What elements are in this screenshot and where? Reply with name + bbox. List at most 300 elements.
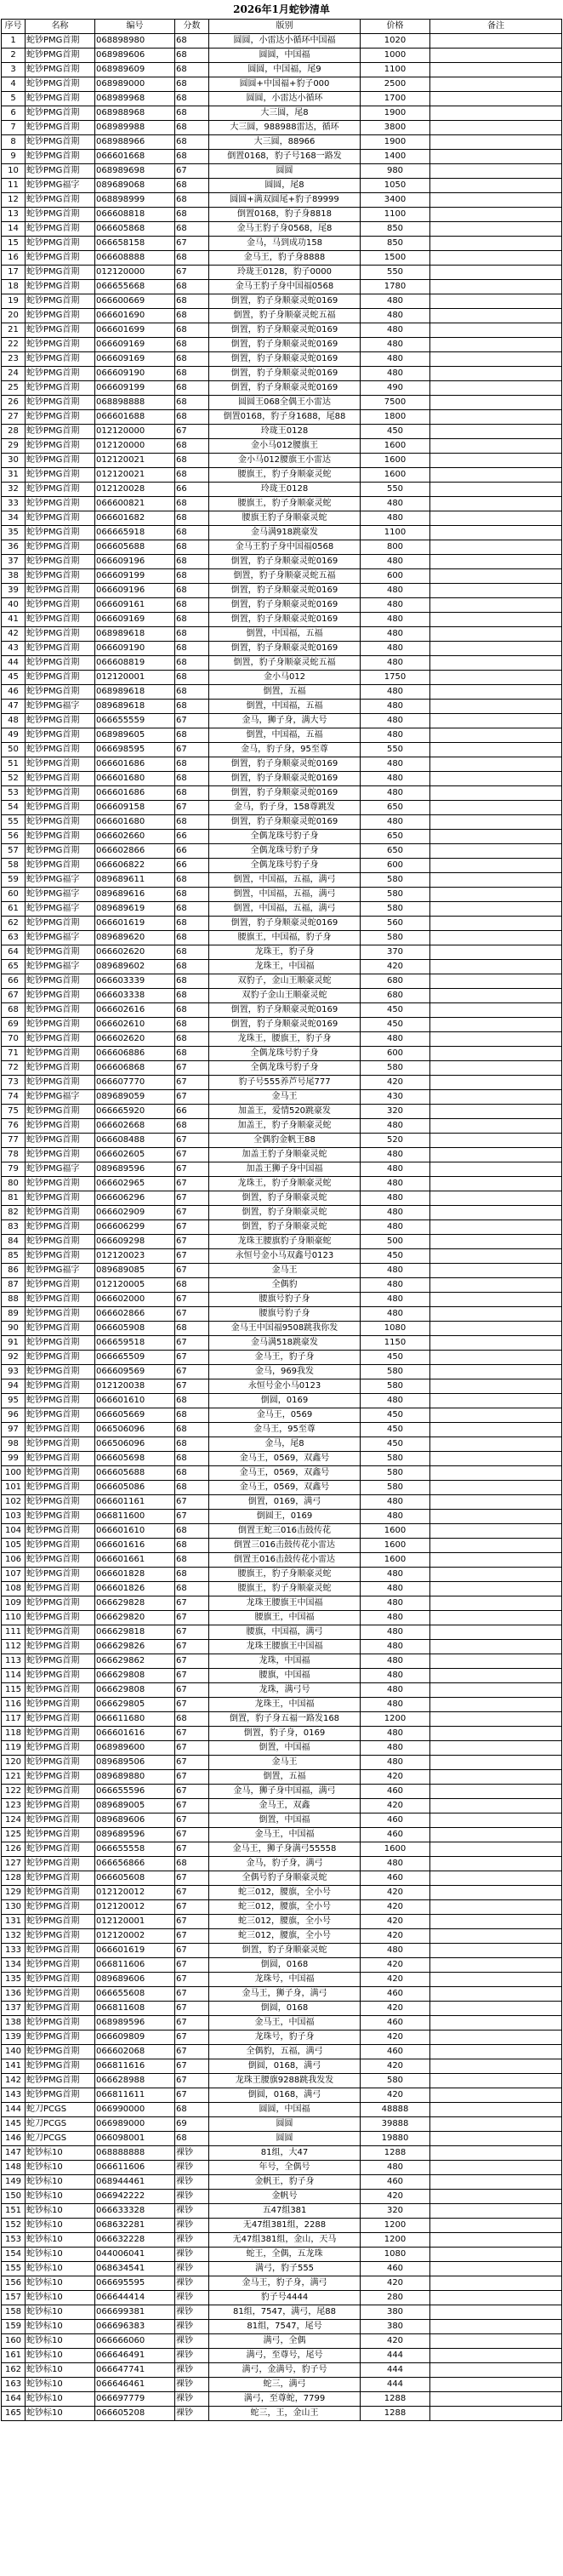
cell-price: 1780 xyxy=(361,280,430,294)
table-row xyxy=(2,1857,562,1871)
cell-price: 480 xyxy=(361,1293,430,1307)
table-row xyxy=(2,1481,562,1495)
cell-no: 77 xyxy=(2,1134,26,1148)
cell-code: 066695595 xyxy=(95,2276,175,2291)
cell-code: 066698595 xyxy=(95,743,175,757)
cell-score: 68 xyxy=(175,772,209,786)
cell-code: 066602909 xyxy=(95,1206,175,1220)
cell-no: 83 xyxy=(2,1220,26,1235)
cell-score: 裸钞 xyxy=(175,2233,209,2248)
cell-label: 金帆王，豹子身 xyxy=(209,2175,361,2190)
cell-name: 蛇钞PMG首期 xyxy=(26,642,95,656)
table-row xyxy=(2,2233,562,2248)
cell-name: 蛇钞PMG首期 xyxy=(26,613,95,627)
cell-name: 蛇钞PMG首期 xyxy=(26,1524,95,1539)
cell-label: 金马王，0569，双鑫号 xyxy=(209,1466,361,1481)
cell-name: 蛇钞PMG首期 xyxy=(26,483,95,497)
table-row xyxy=(2,1076,562,1090)
cell-price: 580 xyxy=(361,873,430,888)
table-row xyxy=(2,1524,562,1539)
table-row xyxy=(2,786,562,801)
cell-no: 11 xyxy=(2,179,26,193)
cell-price: 420 xyxy=(361,1958,430,1973)
cell-price: 480 xyxy=(361,555,430,569)
cell-no: 27 xyxy=(2,410,26,425)
cell-note xyxy=(430,2088,562,2103)
cell-no: 153 xyxy=(2,2233,26,2248)
cell-score: 68 xyxy=(175,700,209,714)
cell-name: 蛇钞PMG首期 xyxy=(26,222,95,237)
cell-label: 蛇三012，腰旗，全小号 xyxy=(209,1886,361,1900)
cell-score: 68 xyxy=(175,989,209,1003)
cell-code: 066601668 xyxy=(95,150,175,164)
cell-note xyxy=(430,830,562,844)
cell-label: 满弓，至尊号，尾号 xyxy=(209,2349,361,2363)
cell-name: 蛇钞PMG首期 xyxy=(26,974,95,989)
table-row xyxy=(2,1336,562,1351)
cell-note xyxy=(430,1944,562,1958)
cell-note xyxy=(430,642,562,656)
table-row xyxy=(2,772,562,786)
cell-code: 066601682 xyxy=(95,511,175,526)
cell-price: 450 xyxy=(361,1351,430,1365)
cell-label: 龙珠王腰旗豹子身顺豪蛇 xyxy=(209,1235,361,1249)
cell-price: 1600 xyxy=(361,454,430,468)
cell-no: 109 xyxy=(2,1596,26,1611)
cell-label: 倒置0168，豹子号168一路发 xyxy=(209,150,361,164)
cell-note xyxy=(430,700,562,714)
cell-label: 腰旗王，中国福，豹子身 xyxy=(209,931,361,945)
cell-note xyxy=(430,193,562,208)
cell-price: 560 xyxy=(361,917,430,931)
cell-name: 蛇钞PMG首期 xyxy=(26,1929,95,1944)
cell-code: 012120000 xyxy=(95,425,175,439)
cell-code: 066602866 xyxy=(95,844,175,859)
cell-score: 裸钞 xyxy=(175,2276,209,2291)
cell-no: 154 xyxy=(2,2248,26,2262)
cell-no: 121 xyxy=(2,1770,26,1785)
cell-score: 裸钞 xyxy=(175,2262,209,2276)
table-row xyxy=(2,2074,562,2088)
cell-name: 蛇钞PMG首期 xyxy=(26,1047,95,1061)
cell-note xyxy=(430,2002,562,2016)
cell-name: 蛇钞PMG首期 xyxy=(26,1625,95,1640)
table-row xyxy=(2,1654,562,1669)
table-row xyxy=(2,1206,562,1220)
cell-name: 蛇钞PMG首期 xyxy=(26,1119,95,1134)
cell-no: 65 xyxy=(2,960,26,974)
cell-price: 480 xyxy=(361,656,430,671)
cell-code: 066629862 xyxy=(95,1654,175,1669)
cell-note xyxy=(430,497,562,511)
cell-label: 大三圆，88966 xyxy=(209,135,361,150)
cell-price: 460 xyxy=(361,1987,430,2002)
cell-name: 蛇钞标10 xyxy=(26,2320,95,2334)
cell-note xyxy=(430,309,562,323)
cell-score: 68 xyxy=(175,786,209,801)
cell-no: 124 xyxy=(2,1813,26,1828)
cell-name: 蛇钞PMG首期 xyxy=(26,208,95,222)
cell-label: 腰旗号豹子身 xyxy=(209,1307,361,1322)
cell-price: 420 xyxy=(361,2276,430,2291)
cell-price: 480 xyxy=(361,1596,430,1611)
cell-price: 580 xyxy=(361,931,430,945)
cell-name: 蛇钞PMG首期 xyxy=(26,1756,95,1770)
cell-code: 066628988 xyxy=(95,2074,175,2088)
col-header-score: 分数 xyxy=(175,20,209,34)
cell-name: 蛇钞PMG首期 xyxy=(26,584,95,598)
cell-no: 4 xyxy=(2,77,26,92)
cell-label: 五47组381 xyxy=(209,2204,361,2219)
cell-no: 103 xyxy=(2,1510,26,1524)
cell-code: 089689606 xyxy=(95,1973,175,1987)
cell-code: 066609809 xyxy=(95,2031,175,2045)
cell-price: 1100 xyxy=(361,63,430,77)
cell-name: 蛇刀PCGS xyxy=(26,2117,95,2132)
cell-no: 62 xyxy=(2,917,26,931)
table-row xyxy=(2,1886,562,1900)
cell-note xyxy=(430,844,562,859)
cell-score: 裸钞 xyxy=(175,2146,209,2161)
cell-no: 52 xyxy=(2,772,26,786)
cell-score: 裸钞 xyxy=(175,2363,209,2378)
cell-no: 108 xyxy=(2,1582,26,1596)
cell-label: 腰旗王，豹子身顺豪灵蛇 xyxy=(209,468,361,483)
cell-code: 066605608 xyxy=(95,1871,175,1886)
cell-price: 480 xyxy=(361,728,430,743)
cell-note xyxy=(430,92,562,106)
cell-name: 蛇钞PMG首期 xyxy=(26,772,95,786)
cell-note xyxy=(430,671,562,685)
cell-note xyxy=(430,266,562,280)
cell-name: 蛇钞PMG首期 xyxy=(26,1828,95,1842)
cell-note xyxy=(430,2378,562,2392)
cell-label: 金马王，狮子身满弓55558 xyxy=(209,1842,361,1857)
cell-label: 倒置，豹子身顺豪灵蛇0169 xyxy=(209,598,361,613)
cell-code: 066611680 xyxy=(95,1712,175,1727)
cell-note xyxy=(430,685,562,700)
cell-score: 67 xyxy=(175,714,209,728)
cell-name: 蛇钞PMG首期 xyxy=(26,1220,95,1235)
table-row xyxy=(2,931,562,945)
cell-no: 47 xyxy=(2,700,26,714)
cell-note xyxy=(430,2233,562,2248)
cell-label: 圆圆，中国福 xyxy=(209,49,361,63)
cell-score: 68 xyxy=(175,671,209,685)
cell-no: 67 xyxy=(2,989,26,1003)
cell-label: 满弓，金满号，豹子号 xyxy=(209,2363,361,2378)
cell-score: 68 xyxy=(175,63,209,77)
cell-code: 066603338 xyxy=(95,989,175,1003)
cell-note xyxy=(430,1973,562,1987)
cell-note xyxy=(430,1799,562,1813)
cell-code: 066629828 xyxy=(95,1596,175,1611)
cell-name: 蛇钞PMG首期 xyxy=(26,1394,95,1408)
cell-note xyxy=(430,1278,562,1293)
cell-label: 倒置，中国福 xyxy=(209,1741,361,1756)
cell-price: 450 xyxy=(361,425,430,439)
cell-no: 94 xyxy=(2,1379,26,1394)
cell-name: 蛇钞PMG首期 xyxy=(26,1061,95,1076)
cell-name: 蛇钞PMG首期 xyxy=(26,2074,95,2088)
cell-score: 68 xyxy=(175,526,209,540)
cell-note xyxy=(430,2146,562,2161)
cell-score: 裸钞 xyxy=(175,2291,209,2305)
cell-price: 850 xyxy=(361,237,430,251)
cell-code: 066605698 xyxy=(95,1452,175,1466)
cell-code: 066655559 xyxy=(95,714,175,728)
cell-note xyxy=(430,237,562,251)
cell-label: 倒置，豹子身顺豪灵蛇0169 xyxy=(209,338,361,352)
cell-score: 68 xyxy=(175,540,209,555)
cell-no: 49 xyxy=(2,728,26,743)
cell-no: 54 xyxy=(2,801,26,815)
cell-name: 蛇钞标10 xyxy=(26,2161,95,2175)
cell-no: 74 xyxy=(2,1090,26,1105)
cell-no: 158 xyxy=(2,2305,26,2320)
cell-no: 143 xyxy=(2,2088,26,2103)
cell-label: 蛇三012，腰旗，全小号 xyxy=(209,1915,361,1929)
cell-no: 142 xyxy=(2,2074,26,2088)
cell-price: 1600 xyxy=(361,439,430,454)
cell-name: 蛇钞PMG首期 xyxy=(26,1206,95,1220)
cell-score: 67 xyxy=(175,1495,209,1510)
cell-price: 1900 xyxy=(361,106,430,121)
cell-price: 480 xyxy=(361,1495,430,1510)
cell-label: 倒圆，0169 xyxy=(209,1394,361,1408)
cell-price: 444 xyxy=(361,2349,430,2363)
cell-code: 066605908 xyxy=(95,1322,175,1336)
cell-code: 066606868 xyxy=(95,1061,175,1076)
cell-note xyxy=(430,49,562,63)
table-row xyxy=(2,338,562,352)
cell-no: 120 xyxy=(2,1756,26,1770)
cell-note xyxy=(430,1481,562,1495)
cell-label: 圆圆，小雷达小循环中国福 xyxy=(209,34,361,49)
cell-price: 1020 xyxy=(361,34,430,49)
cell-label: 豹子号555养芦号尾777 xyxy=(209,1076,361,1090)
cell-score: 68 xyxy=(175,888,209,902)
cell-score: 68 xyxy=(175,77,209,92)
cell-score: 67 xyxy=(175,1177,209,1191)
cell-no: 106 xyxy=(2,1553,26,1568)
cell-code: 066606822 xyxy=(95,859,175,873)
cell-price: 480 xyxy=(361,1683,430,1698)
cell-code: 066605086 xyxy=(95,1481,175,1495)
cell-no: 61 xyxy=(2,902,26,917)
cell-code: 066608888 xyxy=(95,251,175,266)
table-row xyxy=(2,1307,562,1322)
cell-label: 金小马012腰旗王小雷达 xyxy=(209,454,361,468)
cell-no: 70 xyxy=(2,1032,26,1047)
cell-score: 67 xyxy=(175,1061,209,1076)
table-row xyxy=(2,63,562,77)
cell-price: 480 xyxy=(361,1625,430,1640)
cell-score: 67 xyxy=(175,1611,209,1625)
cell-note xyxy=(430,483,562,497)
cell-no: 126 xyxy=(2,1842,26,1857)
cell-code: 066609199 xyxy=(95,381,175,396)
cell-label: 金马满518跳豪发 xyxy=(209,1336,361,1351)
cell-score: 67 xyxy=(175,1307,209,1322)
cell-code: 089689085 xyxy=(95,1264,175,1278)
cell-name: 蛇钞PMG首期 xyxy=(26,237,95,251)
table-row xyxy=(2,1770,562,1785)
cell-score: 68 xyxy=(175,1582,209,1596)
cell-code: 066811608 xyxy=(95,2002,175,2016)
cell-no: 156 xyxy=(2,2276,26,2291)
cell-score: 68 xyxy=(175,497,209,511)
cell-name: 蛇钞PMG首期 xyxy=(26,1915,95,1929)
table-row xyxy=(2,1799,562,1813)
cell-no: 135 xyxy=(2,1973,26,1987)
table-row xyxy=(2,222,562,237)
cell-note xyxy=(430,989,562,1003)
cell-no: 165 xyxy=(2,2407,26,2421)
table-row xyxy=(2,497,562,511)
cell-name: 蛇钞标10 xyxy=(26,2219,95,2233)
cell-code: 066601686 xyxy=(95,757,175,772)
cell-price: 650 xyxy=(361,801,430,815)
cell-code: 066098001 xyxy=(95,2132,175,2146)
table-row xyxy=(2,266,562,280)
table-row xyxy=(2,1148,562,1162)
cell-label: 倒置，中国福，五福，满弓 xyxy=(209,888,361,902)
cell-code: 066607770 xyxy=(95,1076,175,1090)
cell-label: 圆圆+满双圆尾+豹子89999 xyxy=(209,193,361,208)
cell-label: 倒置0168，豹子身1688，尾88 xyxy=(209,410,361,425)
cell-price: 480 xyxy=(361,1220,430,1235)
cell-note xyxy=(430,150,562,164)
cell-name: 蛇钞PMG首期 xyxy=(26,540,95,555)
cell-label: 全偶龙珠号豹子身 xyxy=(209,844,361,859)
cell-score: 裸钞 xyxy=(175,2175,209,2190)
table-row xyxy=(2,2349,562,2363)
cell-no: 43 xyxy=(2,642,26,656)
cell-no: 92 xyxy=(2,1351,26,1365)
cell-code: 066811600 xyxy=(95,1510,175,1524)
cell-note xyxy=(430,902,562,917)
cell-code: 012120012 xyxy=(95,1900,175,1915)
table-row xyxy=(2,1293,562,1307)
cell-code: 066601610 xyxy=(95,1524,175,1539)
cell-score: 68 xyxy=(175,584,209,598)
cell-note xyxy=(430,873,562,888)
cell-name: 蛇钞PMG首期 xyxy=(26,1857,95,1871)
cell-price: 480 xyxy=(361,1582,430,1596)
cell-label: 倒置，豹子身顺豪灵蛇五福 xyxy=(209,309,361,323)
cell-name: 蛇钞标10 xyxy=(26,2378,95,2392)
cell-score: 67 xyxy=(175,1886,209,1900)
cell-label: 倒置，豹子身顺豪灵蛇 xyxy=(209,1206,361,1220)
cell-note xyxy=(430,555,562,569)
cell-code: 012120000 xyxy=(95,266,175,280)
cell-price: 480 xyxy=(361,1756,430,1770)
cell-code: 066647741 xyxy=(95,2363,175,2378)
cell-score: 67 xyxy=(175,164,209,179)
cell-name: 蛇钞PMG首期 xyxy=(26,1452,95,1466)
table-row xyxy=(2,627,562,642)
cell-score: 67 xyxy=(175,237,209,251)
cell-label: 圆圆 xyxy=(209,2117,361,2132)
cell-code: 066655596 xyxy=(95,1785,175,1799)
table-row xyxy=(2,960,562,974)
cell-note xyxy=(430,2161,562,2175)
cell-label: 圆圆 xyxy=(209,2132,361,2146)
cell-label: 腰旗王豹子身顺豪灵蛇 xyxy=(209,511,361,526)
table-row xyxy=(2,1032,562,1047)
cell-code: 012120005 xyxy=(95,1278,175,1293)
cell-code: 066629818 xyxy=(95,1625,175,1640)
cell-name: 蛇钞PMG首期 xyxy=(26,598,95,613)
cell-price: 450 xyxy=(361,1018,430,1032)
cell-no: 50 xyxy=(2,743,26,757)
cell-score: 68 xyxy=(175,439,209,454)
cell-code: 066609169 xyxy=(95,338,175,352)
table-row xyxy=(2,1394,562,1408)
cell-no: 114 xyxy=(2,1669,26,1683)
cell-no: 160 xyxy=(2,2334,26,2349)
cell-price: 480 xyxy=(361,1148,430,1162)
cell-note xyxy=(430,1582,562,1596)
cell-note xyxy=(430,627,562,642)
cell-score: 68 xyxy=(175,309,209,323)
cell-score: 67 xyxy=(175,1842,209,1857)
cell-no: 20 xyxy=(2,309,26,323)
cell-score: 67 xyxy=(175,1134,209,1148)
cell-code: 089689880 xyxy=(95,1770,175,1785)
cell-price: 480 xyxy=(361,511,430,526)
cell-price: 480 xyxy=(361,1191,430,1206)
cell-no: 34 xyxy=(2,511,26,526)
cell-code: 066655558 xyxy=(95,1842,175,1857)
table-row xyxy=(2,396,562,410)
table-row xyxy=(2,106,562,121)
cell-score: 67 xyxy=(175,1365,209,1379)
cell-price: 650 xyxy=(361,844,430,859)
cell-code: 066609161 xyxy=(95,598,175,613)
cell-code: 066632228 xyxy=(95,2233,175,2248)
cell-label: 倒置，五福 xyxy=(209,1770,361,1785)
cell-code: 066605669 xyxy=(95,1408,175,1423)
cell-label: 蛇三012，腰旗，全小号 xyxy=(209,1929,361,1944)
cell-price: 1200 xyxy=(361,1712,430,1727)
cell-name: 蛇钞PMG首期 xyxy=(26,1336,95,1351)
cell-name: 蛇钞PMG首期 xyxy=(26,323,95,338)
cell-price: 680 xyxy=(361,974,430,989)
cell-score: 68 xyxy=(175,598,209,613)
cell-note xyxy=(430,584,562,598)
cell-code: 066699381 xyxy=(95,2305,175,2320)
cell-label: 倒置，豹子身，0169 xyxy=(209,1727,361,1741)
cell-note xyxy=(430,1018,562,1032)
cell-note xyxy=(430,1524,562,1539)
table-row xyxy=(2,77,562,92)
cell-note xyxy=(430,743,562,757)
table-row xyxy=(2,1510,562,1524)
col-header-note: 备注 xyxy=(430,20,562,34)
cell-no: 130 xyxy=(2,1900,26,1915)
cell-price: 450 xyxy=(361,1249,430,1264)
cell-price: 420 xyxy=(361,1973,430,1987)
cell-name: 蛇钞PMG首期 xyxy=(26,77,95,92)
cell-code: 066609298 xyxy=(95,1235,175,1249)
cell-name: 蛇钞PMG首期 xyxy=(26,1799,95,1813)
cell-score: 67 xyxy=(175,1625,209,1640)
cell-no: 79 xyxy=(2,1162,26,1177)
table-row xyxy=(2,1611,562,1625)
cell-price: 420 xyxy=(361,2334,430,2349)
